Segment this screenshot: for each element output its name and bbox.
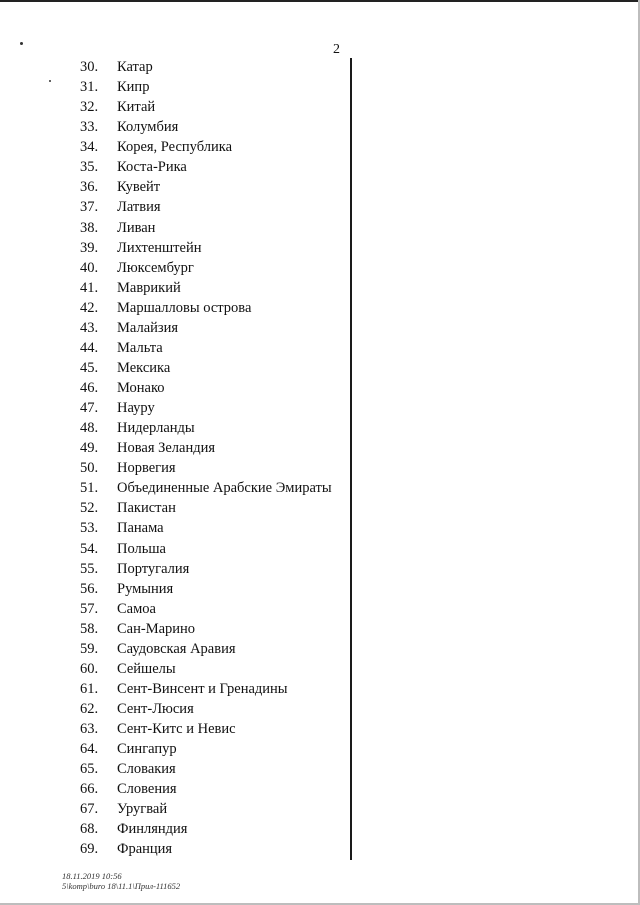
list-item-number: 36. bbox=[80, 179, 99, 196]
list-item-number: 63. bbox=[80, 721, 99, 738]
list-item-country-name: Сент-Люсия bbox=[117, 701, 194, 717]
list-item-number: 68. bbox=[80, 821, 99, 838]
list-item bbox=[80, 298, 332, 318]
list-item bbox=[80, 579, 332, 599]
list-item-number: 32. bbox=[80, 99, 99, 116]
list-item-country-name: Панама bbox=[117, 520, 164, 537]
list-item bbox=[80, 97, 332, 117]
list-item bbox=[80, 157, 332, 177]
list-item-country-name: Саудовская Аравия bbox=[117, 640, 236, 657]
list-item-country-name: Ливан bbox=[117, 219, 156, 236]
list-item bbox=[80, 278, 332, 298]
list-item bbox=[80, 238, 332, 258]
list-item-country-name: Кипр bbox=[117, 79, 150, 96]
list-item-number: 52. bbox=[80, 500, 99, 517]
list-item-number: 41. bbox=[80, 279, 99, 296]
list-item-country-name: Колумбия bbox=[117, 119, 179, 136]
list-item bbox=[80, 639, 332, 659]
list-item bbox=[80, 338, 332, 358]
list-item-country-name: Польша bbox=[117, 540, 166, 557]
list-item-number: 55. bbox=[80, 560, 99, 577]
list-item-country-name: Самоа bbox=[117, 600, 156, 617]
list-item-number: 64. bbox=[80, 741, 99, 758]
list-item bbox=[80, 679, 332, 699]
list-item-country-name: Сент-Китс и Невис bbox=[117, 721, 236, 738]
list-item-number: 46. bbox=[80, 380, 99, 396]
list-item-country-name: Норвегия bbox=[117, 460, 176, 477]
list-item-country-name: Мексика bbox=[117, 359, 171, 376]
list-item-number: 38. bbox=[80, 219, 99, 236]
list-item bbox=[80, 137, 332, 157]
list-item-country-name: Франция bbox=[117, 841, 173, 858]
list-item bbox=[80, 799, 332, 819]
list-item bbox=[80, 117, 332, 137]
list-item bbox=[80, 739, 332, 759]
footer-timestamp: 18.11.2019 10:56 bbox=[62, 871, 122, 881]
list-item bbox=[80, 699, 332, 719]
list-item-number: 59. bbox=[80, 640, 99, 657]
list-item-number: 39. bbox=[80, 239, 99, 256]
list-item bbox=[80, 318, 332, 338]
list-item-country-name: Нидерланды bbox=[117, 420, 195, 437]
list-item-number: 66. bbox=[80, 781, 99, 798]
list-item bbox=[80, 438, 332, 458]
list-item-number: 51. bbox=[80, 480, 99, 497]
list-item-country-name: Финляндия bbox=[117, 821, 188, 838]
list-item-country-name: Китай bbox=[117, 99, 156, 116]
list-item bbox=[80, 398, 332, 418]
list-item bbox=[80, 759, 332, 779]
list-item-number: 45. bbox=[80, 359, 99, 376]
list-item-country-name: Монако bbox=[117, 380, 165, 396]
list-item-number: 58. bbox=[80, 620, 99, 637]
list-item-country-name: Сент-Винсент и Гренадины bbox=[117, 680, 288, 697]
list-item-country-name: Латвия bbox=[117, 199, 161, 216]
list-item-country-name: Корея, Республика bbox=[117, 139, 233, 156]
list-item-country-name: Сан-Марино bbox=[117, 620, 196, 637]
list-item bbox=[80, 378, 332, 398]
list-item-country-name: Сингапур bbox=[117, 741, 177, 758]
list-item bbox=[80, 177, 332, 197]
list-item-number: 67. bbox=[80, 801, 99, 818]
list-item bbox=[80, 539, 332, 559]
list-item-number: 33. bbox=[80, 119, 99, 136]
list-item-number: 31. bbox=[80, 79, 99, 96]
list-item-number: 53. bbox=[80, 520, 99, 537]
document-footer bbox=[62, 871, 180, 891]
list-item bbox=[80, 559, 332, 579]
list-item-country-name: Коста-Рика bbox=[117, 159, 187, 176]
list-item bbox=[80, 478, 332, 498]
list-item-number: 60. bbox=[80, 660, 99, 677]
page-number: 2 bbox=[333, 42, 340, 57]
list-item-number: 49. bbox=[80, 440, 99, 457]
list-item-number: 69. bbox=[80, 841, 99, 858]
list-item-number: 37. bbox=[80, 199, 99, 216]
list-item-country-name: Науру bbox=[117, 400, 155, 417]
scan-speck bbox=[20, 42, 23, 45]
list-item-country-name: Маврикий bbox=[117, 279, 181, 296]
list-item-country-name: Кувейт bbox=[117, 179, 161, 196]
vertical-rule bbox=[350, 58, 352, 860]
list-item-number: 40. bbox=[80, 259, 99, 276]
list-item-number: 62. bbox=[80, 701, 99, 717]
list-item-country-name: Новая Зеландия bbox=[117, 440, 216, 457]
list-item bbox=[80, 218, 332, 238]
list-item-country-name: Малайзия bbox=[117, 319, 179, 336]
list-item-country-name: Португалия bbox=[117, 560, 190, 577]
list-item bbox=[80, 418, 332, 438]
list-item bbox=[80, 498, 332, 518]
list-item bbox=[80, 619, 332, 639]
list-item-country-name: Объединенные Арабские Эмираты bbox=[117, 480, 332, 497]
list-item-country-name: Лихтенштейн bbox=[117, 239, 202, 256]
list-item-number: 57. bbox=[80, 600, 99, 617]
list-item-country-name: Маршалловы острова bbox=[117, 299, 252, 316]
list-item-number: 44. bbox=[80, 339, 99, 356]
list-item-number: 61. bbox=[80, 680, 99, 697]
list-item-number: 42. bbox=[80, 299, 99, 316]
list-item-country-name: Словакия bbox=[117, 761, 176, 778]
list-item-country-name: Румыния bbox=[117, 580, 174, 597]
list-item-country-name: Люксембург bbox=[117, 259, 194, 276]
list-item bbox=[80, 659, 332, 679]
scan-speck bbox=[49, 80, 51, 82]
list-item bbox=[80, 77, 332, 97]
list-item-number: 65. bbox=[80, 761, 99, 778]
list-item bbox=[80, 779, 332, 799]
list-item-country-name: Катар bbox=[117, 59, 153, 75]
list-item-number: 34. bbox=[80, 139, 99, 156]
list-item bbox=[80, 258, 332, 278]
list-item bbox=[80, 57, 332, 77]
list-item-number: 43. bbox=[80, 319, 99, 336]
list-item-country-name: Сейшелы bbox=[117, 660, 176, 677]
list-item-number: 35. bbox=[80, 159, 99, 176]
list-item bbox=[80, 819, 332, 839]
list-item bbox=[80, 518, 332, 538]
list-item bbox=[80, 839, 332, 859]
top-border-line bbox=[0, 0, 640, 2]
list-item bbox=[80, 719, 332, 739]
list-item-number: 30. bbox=[80, 59, 99, 75]
list-item-country-name: Словения bbox=[117, 781, 177, 798]
list-item-number: 54. bbox=[80, 540, 99, 557]
list-item-number: 56. bbox=[80, 580, 99, 597]
country-list bbox=[80, 57, 332, 860]
list-item-number: 48. bbox=[80, 420, 99, 437]
list-item bbox=[80, 599, 332, 619]
list-item-country-name: Мальта bbox=[117, 339, 163, 356]
list-item-country-name: Уругвай bbox=[117, 801, 168, 818]
list-item-number: 50. bbox=[80, 460, 99, 477]
list-item bbox=[80, 358, 332, 378]
list-item bbox=[80, 197, 332, 217]
footer-file-path: 5\komp\buro 18\11.1\Прил-111652 bbox=[62, 881, 181, 891]
list-item-number: 47. bbox=[80, 400, 99, 417]
list-item bbox=[80, 458, 332, 478]
list-item-country-name: Пакистан bbox=[117, 500, 176, 517]
